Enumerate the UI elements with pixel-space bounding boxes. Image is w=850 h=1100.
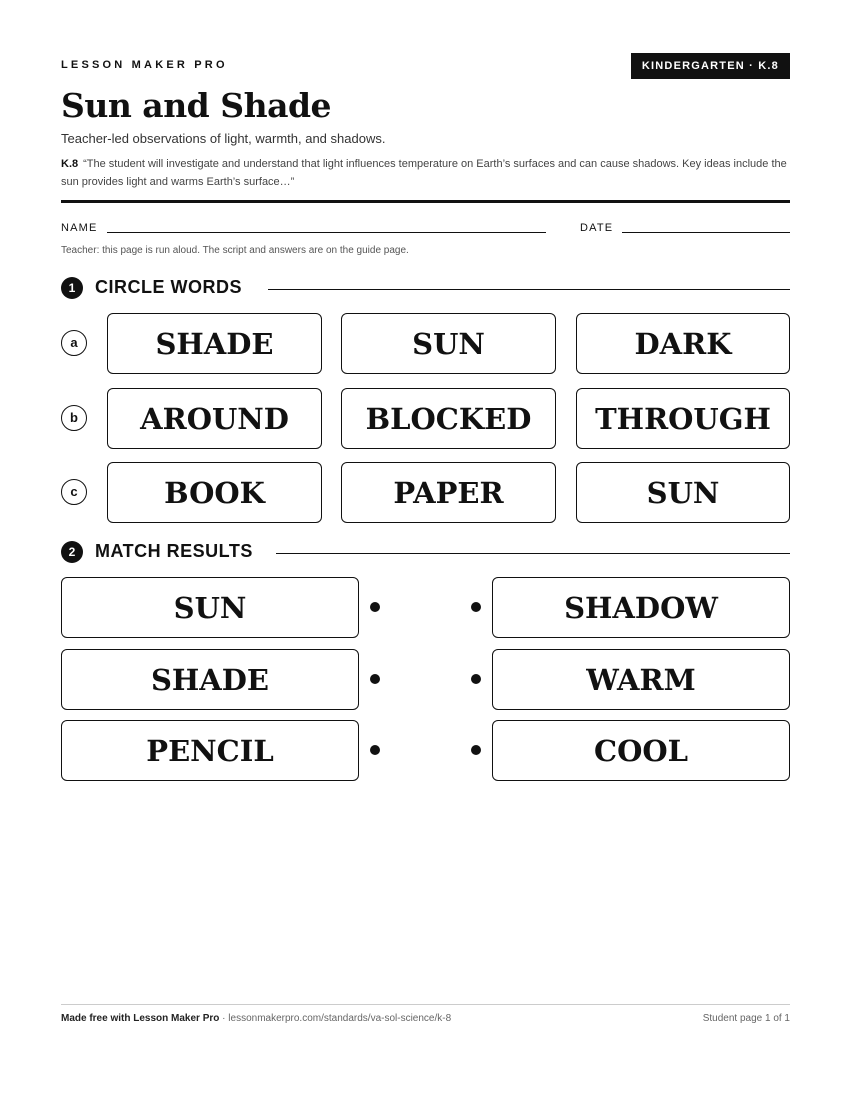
header [61, 53, 790, 79]
teacher-note: Teacher: this page is run aloud. The script and answers are on the guide page. [61, 245, 409, 256]
section-number-1: 1 [61, 277, 83, 299]
match-right-dot[interactable] [471, 602, 481, 612]
worksheet-page [61, 0, 790, 1100]
grade-badge: KINDERGARTEN · K.8 [631, 53, 790, 79]
footer-divider [61, 1004, 790, 1005]
footer-made-with: Made free with Lesson Maker Pro [61, 1013, 220, 1024]
word-choice-paper[interactable]: PAPER [341, 462, 556, 523]
match-right-dot[interactable] [471, 745, 481, 755]
section-title-circle-words: CIRCLE WORDS [95, 277, 242, 297]
word-choice-shade[interactable]: SHADE [107, 313, 322, 374]
footer-credit [61, 1013, 451, 1024]
page-subtitle: Teacher-led observations of light, warmth, and shadows. [61, 131, 386, 146]
word-choice-book[interactable]: BOOK [107, 462, 322, 523]
match-left-shade[interactable]: SHADE [61, 649, 359, 710]
match-left-dot[interactable] [370, 745, 380, 755]
word-choice-sun-2[interactable]: SUN [576, 462, 790, 523]
name-field[interactable] [107, 232, 546, 233]
match-right-dot[interactable] [471, 674, 481, 684]
word-choice-blocked[interactable]: BLOCKED [341, 388, 556, 449]
row-letter-b: b [61, 405, 87, 431]
section-rule [268, 289, 790, 290]
footer-url[interactable]: lessonmakerpro.com/standards/va-sol-science/k-8 [228, 1013, 452, 1024]
word-choice-around[interactable]: AROUND [107, 388, 322, 449]
section-rule [276, 553, 790, 554]
standard-code: K.8 [61, 158, 79, 170]
match-right-cool[interactable]: COOL [492, 720, 790, 781]
page-title: Sun and Shade [61, 86, 332, 125]
footer-separator: · [219, 1013, 229, 1024]
brand-name: LESSON MAKER PRO [61, 59, 228, 71]
word-choice-dark[interactable]: DARK [576, 313, 790, 374]
section-match-results-header [61, 540, 790, 564]
name-date-row [61, 222, 790, 236]
date-label: DATE [580, 222, 614, 234]
section-title-match-results: MATCH RESULTS [95, 541, 253, 561]
row-letter-c: c [61, 479, 87, 505]
match-left-dot[interactable] [370, 674, 380, 684]
match-left-dot[interactable] [370, 602, 380, 612]
name-label: NAME [61, 222, 98, 234]
match-left-sun[interactable]: SUN [61, 577, 359, 638]
match-left-pencil[interactable]: PENCIL [61, 720, 359, 781]
match-right-warm[interactable]: WARM [492, 649, 790, 710]
date-field[interactable] [622, 232, 790, 233]
row-letter-a: a [61, 330, 87, 356]
section-circle-words-header [61, 276, 790, 300]
header-divider [61, 200, 790, 203]
word-choice-sun[interactable]: SUN [341, 313, 556, 374]
match-right-shadow[interactable]: SHADOW [492, 577, 790, 638]
standard-quote: “The student will investigate and understand that light influences temperature on Earth’s surfaces and can cause shadows. Key ideas include the sun provides light and warms Earth’s surface…” [61, 158, 787, 188]
standard-text [61, 155, 790, 191]
section-number-2: 2 [61, 541, 83, 563]
word-choice-through[interactable]: THROUGH [576, 388, 790, 449]
footer-page-number: Student page 1 of 1 [702, 1013, 790, 1024]
